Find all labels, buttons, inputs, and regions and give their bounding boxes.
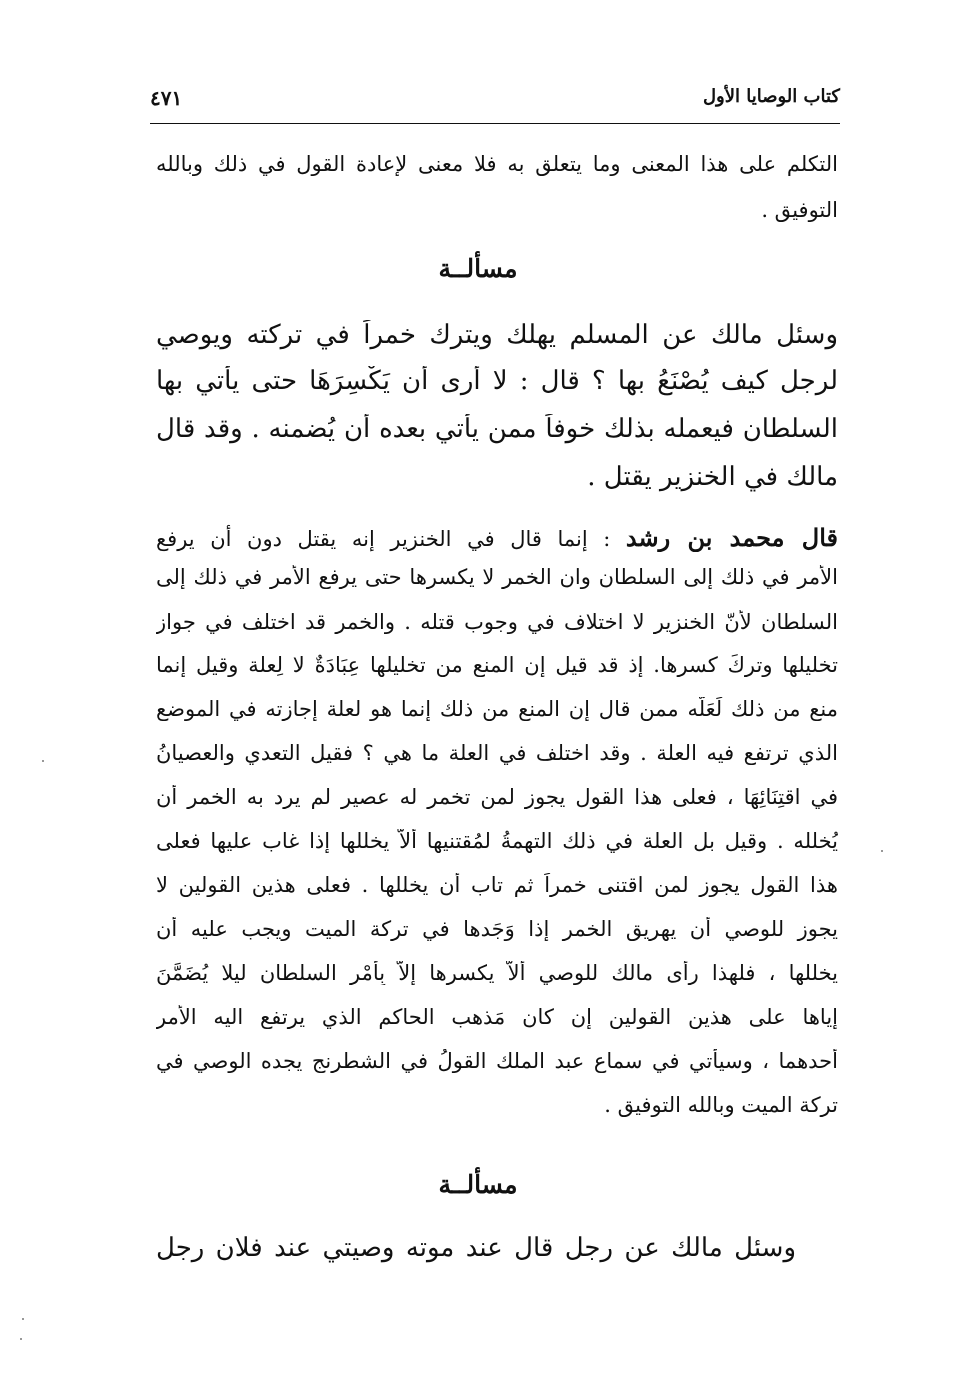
- scan-speck: [881, 850, 883, 852]
- intro-line: التوفيق .: [761, 198, 838, 222]
- question-line: وسئل مالك عن رجل قال عند موته وصيتي عند فلان رجل: [156, 1233, 796, 1263]
- book-title: كتاب الوصايا الأول: [702, 86, 840, 107]
- question-line: لرجل كيف يُصْنَعُ بها ؟ قال : لا أرى أن يَكْسِرَهَا حتى يأتي بها: [156, 366, 838, 396]
- header-divider: [150, 123, 840, 124]
- commentary-line: [156, 523, 838, 552]
- commentary-line: إياها على هذين القولين إن كان مَذهب الحاكم الذي يرتفع اليه الأمر: [156, 1005, 838, 1029]
- scan-speck: [42, 760, 44, 762]
- commentary-line: منع من ذلك لَعَلّه ممن قال إن المنع من ذلك إنما هو لعلة إجازته في الموضع: [156, 697, 838, 721]
- commentary-line: تركة الميت وبالله التوفيق .: [604, 1093, 838, 1117]
- commentary-line: الذي ترتفع فيه العلة . وقد اختلف في العلة ما هي ؟ فقيل التعدي والعصيانُ: [156, 741, 838, 765]
- commentary-line: تخليلها وتركَ كسرها. إذ قد قيل إن المنع من تخليلها عِبَادَةٌ لا لِعلة وقيل إنما: [156, 653, 838, 677]
- commentary-line: هذا القول يجوز لمن اقتنى خمراً ثم تاب أن يخللها . فعلى هذين القولين لا: [156, 873, 838, 897]
- question-line: السلطان فيعمله بذلك خوفاً ممن يأتي بعده أن يُضمنه . وقد قال: [156, 414, 838, 444]
- commentary-first-line-text: : إنما قال في الخنزير إنه يقتل دون أن يرفع: [156, 527, 626, 551]
- commentary-line: يُخلله . وقيل بل العلة في ذلك التهمةُ لمُقتنيها ألاّ يخللها إذا غاب عليها فعلى: [156, 829, 838, 853]
- section-heading: مسألــة: [438, 254, 518, 283]
- commentary-line: يخللها ، فلهذا رأى مالك للوصي ألاّ يكسرها إلاّ بِأَمْرِ السلطان ليلا يُضَمَّنَ: [156, 961, 838, 985]
- question-line: وسئل مالك عن المسلم يهلك ويترك خمراً في تركته ويوصي: [156, 320, 838, 350]
- commentary-line: السلطان لأنّ الخنزير لا اختلاف في وجوب قتله . والخمر قد اختلف في جواز: [156, 610, 838, 634]
- question-line: مالك في الخنزير يقتل .: [587, 462, 838, 492]
- scan-speck: [20, 1338, 22, 1340]
- commentary-line: الأمر في ذلك إلى السلطان وان الخمر لا يكسرها حتى يرفع الأمر في ذلك إلى: [156, 565, 838, 589]
- commentary-line: أحدهما ، وسيأتي في سماع عبد الملك القولُ في الشطرنج يجده الوصي في: [156, 1049, 838, 1073]
- commentary-line: يجوز للوصي أن يهريق الخمر إذا وَجَدها في تركة الميت ويجب عليه أن: [156, 917, 838, 941]
- intro-line: التكلم على هذا المعنى وما يتعلق به فلا معنى لإعادة القول في ذلك وبالله: [156, 152, 838, 176]
- scan-speck: [22, 1318, 24, 1320]
- running-header: [150, 84, 840, 118]
- section-heading: مسألــة: [438, 1170, 518, 1199]
- commentary-speaker: قال محمد بن رشد: [625, 523, 838, 552]
- page-number: ٤٧١: [150, 86, 183, 110]
- commentary-line: في اقتِنَائِهَا ، فعلى هذا القول يجوز لمن تخمر له عصير لم يرد به الخمر أن: [156, 785, 838, 809]
